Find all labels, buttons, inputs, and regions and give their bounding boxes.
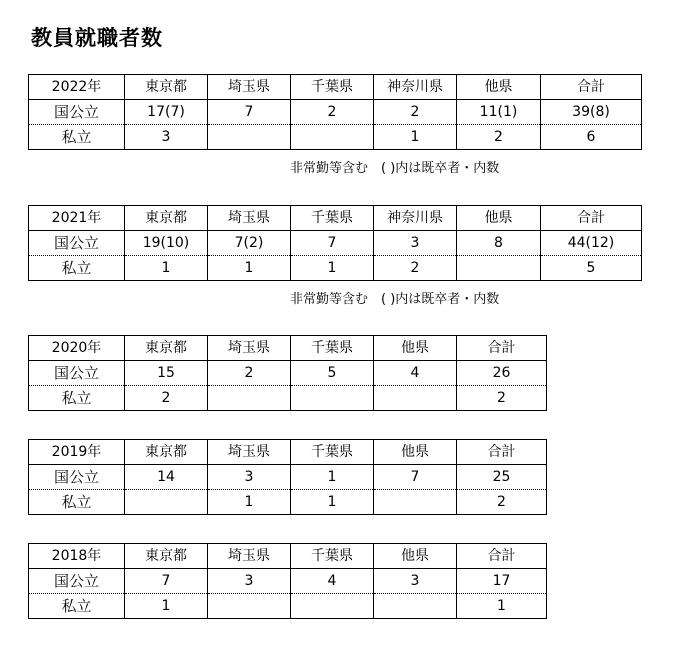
table-cell: [374, 594, 457, 619]
table-row-shiritsu: [29, 594, 547, 619]
column-header: 東京都: [125, 440, 208, 465]
row-label: 国公立: [29, 569, 125, 594]
table-cell: 7: [208, 100, 291, 125]
table-cell: 7(2): [208, 231, 291, 256]
table-cell: [457, 256, 541, 281]
table-cell: [374, 386, 457, 411]
column-header: 合計: [457, 544, 547, 569]
row-label: 国公立: [29, 465, 125, 490]
table-row-kokuritsu: [29, 569, 547, 594]
row-label: 私立: [29, 256, 125, 281]
table-cell: 2: [457, 490, 547, 515]
table-2020: [28, 335, 547, 411]
column-header: 神奈川県: [374, 75, 457, 100]
table-cell: [291, 594, 374, 619]
column-header: 埼玉県: [208, 75, 291, 100]
table-cell: 2: [457, 125, 541, 150]
table-row-kokuritsu: [29, 361, 547, 386]
table-cell: 7: [374, 465, 457, 490]
table-cell: 19(10): [125, 231, 208, 256]
table-cell: 2: [125, 386, 208, 411]
table-cell: 2: [457, 386, 547, 411]
table-cell: 11(1): [457, 100, 541, 125]
column-header: 千葉県: [291, 336, 374, 361]
table-note: 非常勤等含む ( )内は既卒者・内数: [290, 161, 500, 176]
table-2019: [28, 439, 547, 515]
column-header: 他県: [457, 206, 541, 231]
table-cell: 2: [374, 256, 457, 281]
table-cell: 25: [457, 465, 547, 490]
column-header: 千葉県: [291, 544, 374, 569]
table-cell: 1: [291, 490, 374, 515]
table-cell: 1: [208, 490, 291, 515]
table-row-shiritsu: [29, 256, 642, 281]
column-header: 他県: [374, 440, 457, 465]
column-header: 千葉県: [291, 75, 374, 100]
table-cell: 7: [291, 231, 374, 256]
column-header: 埼玉県: [208, 440, 291, 465]
table-cell: 3: [208, 569, 291, 594]
column-header: 合計: [457, 336, 547, 361]
header-row: [29, 336, 547, 361]
table-cell: [208, 125, 291, 150]
row-label: 私立: [29, 386, 125, 411]
column-header: 他県: [457, 75, 541, 100]
table-cell: 2: [208, 361, 291, 386]
column-header: 合計: [541, 75, 642, 100]
table-row-shiritsu: [29, 490, 547, 515]
table-row-shiritsu: [29, 125, 642, 150]
column-header: 神奈川県: [374, 206, 457, 231]
column-header: 千葉県: [291, 206, 374, 231]
year-cell: 2021年: [29, 206, 125, 231]
table-2021: [28, 205, 642, 281]
table-2022: [28, 74, 642, 150]
row-label: 国公立: [29, 231, 125, 256]
column-header: 合計: [457, 440, 547, 465]
column-header: 埼玉県: [208, 544, 291, 569]
column-header: 東京都: [125, 336, 208, 361]
table-cell: 1: [374, 125, 457, 150]
table-cell: [125, 490, 208, 515]
table-row-kokuritsu: [29, 465, 547, 490]
table-cell: 7: [125, 569, 208, 594]
table-cell: 17(7): [125, 100, 208, 125]
row-label: 私立: [29, 125, 125, 150]
row-label: 国公立: [29, 100, 125, 125]
column-header: 東京都: [125, 544, 208, 569]
table-cell: 4: [291, 569, 374, 594]
table-cell: 15: [125, 361, 208, 386]
table-cell: 1: [125, 594, 208, 619]
table-cell: 1: [125, 256, 208, 281]
table-cell: [291, 386, 374, 411]
row-label: 国公立: [29, 361, 125, 386]
table-cell: 1: [291, 465, 374, 490]
table-cell: 3: [374, 569, 457, 594]
table-cell: 3: [208, 465, 291, 490]
table-cell: 8: [457, 231, 541, 256]
table-row-kokuritsu: [29, 231, 642, 256]
page-title: 教員就職者数: [31, 26, 163, 50]
column-header: 埼玉県: [208, 336, 291, 361]
table-cell: 1: [457, 594, 547, 619]
table-cell: 1: [291, 256, 374, 281]
table-cell: 4: [374, 361, 457, 386]
table-cell: 1: [208, 256, 291, 281]
table-cell: 17: [457, 569, 547, 594]
column-header: 合計: [541, 206, 642, 231]
table-cell: 6: [541, 125, 642, 150]
column-header: 埼玉県: [208, 206, 291, 231]
table-cell: [208, 386, 291, 411]
table-cell: 2: [374, 100, 457, 125]
column-header: 千葉県: [291, 440, 374, 465]
table-note: 非常勤等含む ( )内は既卒者・内数: [290, 292, 500, 307]
table-cell: [208, 594, 291, 619]
table-2018: [28, 543, 547, 619]
table-cell: 3: [125, 125, 208, 150]
header-row: [29, 544, 547, 569]
row-label: 私立: [29, 490, 125, 515]
table-cell: 39(8): [541, 100, 642, 125]
header-row: [29, 206, 642, 231]
column-header: 東京都: [125, 206, 208, 231]
year-cell: 2018年: [29, 544, 125, 569]
table-cell: 5: [291, 361, 374, 386]
table-cell: 26: [457, 361, 547, 386]
table-cell: 2: [291, 100, 374, 125]
table-cell: 5: [541, 256, 642, 281]
table-row-shiritsu: [29, 386, 547, 411]
year-cell: 2020年: [29, 336, 125, 361]
column-header: 他県: [374, 544, 457, 569]
table-row-kokuritsu: [29, 100, 642, 125]
header-row: [29, 440, 547, 465]
row-label: 私立: [29, 594, 125, 619]
column-header: 他県: [374, 336, 457, 361]
table-cell: 3: [374, 231, 457, 256]
table-cell: [374, 490, 457, 515]
year-cell: 2022年: [29, 75, 125, 100]
table-cell: 44(12): [541, 231, 642, 256]
year-cell: 2019年: [29, 440, 125, 465]
column-header: 東京都: [125, 75, 208, 100]
header-row: [29, 75, 642, 100]
table-cell: [291, 125, 374, 150]
table-cell: 14: [125, 465, 208, 490]
